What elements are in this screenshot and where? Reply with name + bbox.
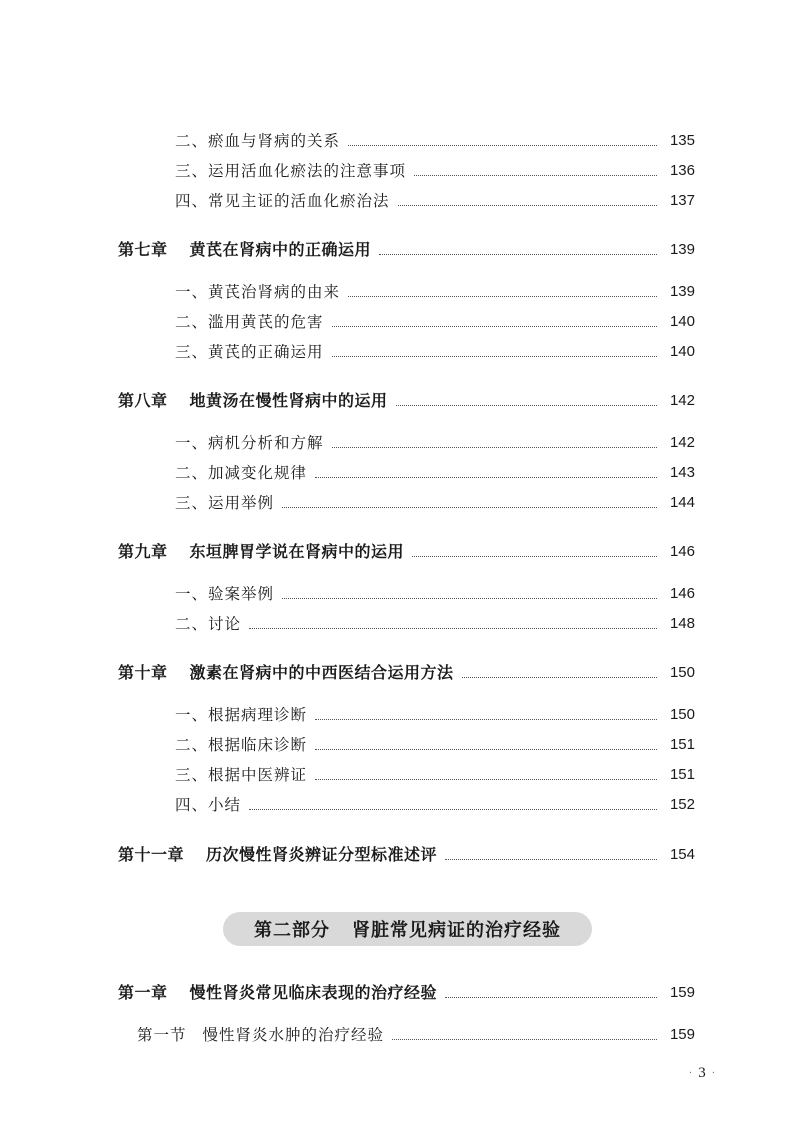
toc-entry-page: 148: [669, 615, 695, 632]
toc-entry-page: 135: [669, 132, 695, 149]
chapter-page: 142: [669, 392, 695, 409]
toc-entry-label: 一、病机分析和方解: [175, 434, 324, 452]
toc-chapter[interactable]: [118, 390, 695, 412]
toc-entry[interactable]: [175, 794, 695, 816]
toc-entry[interactable]: [175, 492, 695, 514]
toc-entry[interactable]: [175, 160, 695, 182]
chapter-page: 139: [669, 241, 695, 258]
toc-entry-page: 140: [669, 343, 695, 360]
toc-entry-page: 152: [669, 796, 695, 813]
toc-entry-label: 二、滥用黄芪的危害: [175, 313, 324, 331]
toc-entry-label: 三、运用举例: [175, 494, 275, 512]
chapter-page: 154: [669, 846, 695, 863]
toc-entry-page: 137: [669, 192, 695, 209]
chapter-title: 激素在肾病中的中西医结合运用方法: [189, 663, 454, 682]
toc-entry-page: 146: [669, 585, 695, 602]
chapter-title: 历次慢性肾炎辨证分型标准述评: [206, 845, 438, 864]
dot-leader: [315, 778, 657, 780]
toc-entry-label: 四、小结: [175, 796, 242, 814]
dot-leader: [398, 204, 657, 206]
page-number-value: 3: [698, 1064, 706, 1081]
chapter-page: 150: [669, 664, 695, 681]
toc-entry[interactable]: [175, 734, 695, 756]
toc-entry-label: 四、常见主证的活血化瘀治法: [175, 192, 390, 210]
dot-leader: [414, 174, 657, 176]
toc-entry-label: 二、加减变化规律: [175, 464, 308, 482]
toc-entry-label: 三、黄芪的正确运用: [175, 343, 324, 361]
toc-entry[interactable]: [175, 462, 695, 484]
chapter-page: 159: [669, 984, 695, 1001]
toc-entry[interactable]: [175, 130, 695, 152]
chapter-title: 黄芪在肾病中的正确运用: [189, 240, 372, 259]
dot-leader: [412, 555, 657, 557]
chapter-title: 地黄汤在慢性肾病中的运用: [189, 391, 388, 410]
chapter-number: 第八章: [118, 391, 168, 410]
toc-entry-label: 二、根据临床诊断: [175, 736, 308, 754]
dot-leader: [249, 627, 657, 629]
chapter-number: 第七章: [118, 240, 168, 259]
node-title: 慢性肾炎水肿的治疗经验: [202, 1026, 385, 1044]
dot-leader: [332, 355, 657, 357]
toc-entry-label: 二、讨论: [175, 615, 242, 633]
toc-chapter[interactable]: [118, 844, 695, 866]
toc-entry[interactable]: [175, 583, 695, 605]
toc-entry[interactable]: [175, 613, 695, 635]
page-number: [672, 1062, 732, 1084]
chapter-page: 146: [669, 543, 695, 560]
toc-entry-page: 151: [669, 736, 695, 753]
toc-entry[interactable]: [175, 764, 695, 786]
toc-entry-label: 一、根据病理诊断: [175, 706, 308, 724]
chapter-number: 第九章: [118, 542, 168, 561]
toc-entry[interactable]: [175, 341, 695, 363]
chapter-number: 第十一章: [118, 845, 185, 864]
dot-leader: [348, 144, 657, 146]
part-number: 第二部分: [254, 920, 330, 941]
node-number: 第一节: [137, 1026, 187, 1044]
toc-entry-page: 150: [669, 706, 695, 723]
toc-node[interactable]: [137, 1024, 695, 1046]
toc-entry-label: 一、验案举例: [175, 585, 275, 603]
dot-leader: [332, 446, 657, 448]
dot-leader: [315, 476, 657, 478]
toc-chapter[interactable]: [118, 239, 695, 261]
dot-leader: [315, 748, 657, 750]
chapter-number: 第一章: [118, 983, 168, 1002]
toc-entry-label: 一、黄芪治肾病的由来: [175, 283, 341, 301]
page-number-bullet-left: ·: [688, 1067, 693, 1079]
toc-chapter[interactable]: [118, 662, 695, 684]
toc-entry-page: 151: [669, 766, 695, 783]
toc-entry[interactable]: [175, 190, 695, 212]
chapter-title: 东垣脾胃学说在肾病中的运用: [189, 542, 405, 561]
dot-leader: [282, 597, 657, 599]
toc-entry[interactable]: [175, 281, 695, 303]
toc-entry-label: 二、瘀血与肾病的关系: [175, 132, 341, 150]
dot-leader: [445, 996, 657, 998]
toc-entry[interactable]: [175, 704, 695, 726]
toc-entry-label: 三、运用活血化瘀法的注意事项: [175, 162, 407, 180]
dot-leader: [392, 1038, 657, 1040]
part-title: 肾脏常见病证的治疗经验: [352, 920, 561, 941]
dot-leader: [379, 253, 657, 255]
page-number-bullet-right: ·: [711, 1067, 716, 1079]
chapter-number: 第十章: [118, 663, 168, 682]
dot-leader: [396, 404, 657, 406]
toc-chapter[interactable]: [118, 982, 695, 1004]
dot-leader: [249, 808, 657, 810]
toc-entry[interactable]: [175, 311, 695, 333]
dot-leader: [332, 325, 657, 327]
toc-entry-page: 136: [669, 162, 695, 179]
toc-entry[interactable]: [175, 432, 695, 454]
toc-entry-page: 139: [669, 283, 695, 300]
node-page: 159: [669, 1026, 695, 1043]
dot-leader: [282, 506, 657, 508]
toc-entry-page: 140: [669, 313, 695, 330]
dot-leader: [315, 718, 657, 720]
toc-entry-page: 143: [669, 464, 695, 481]
toc-chapter[interactable]: [118, 541, 695, 563]
part-heading: [223, 912, 592, 946]
dot-leader: [462, 676, 657, 678]
dot-leader: [348, 295, 657, 297]
chapter-title: 慢性肾炎常见临床表现的治疗经验: [189, 983, 438, 1002]
toc-entry-label: 三、根据中医辨证: [175, 766, 308, 784]
dot-leader: [445, 858, 657, 860]
toc-entry-page: 142: [669, 434, 695, 451]
toc-entry-page: 144: [669, 494, 695, 511]
